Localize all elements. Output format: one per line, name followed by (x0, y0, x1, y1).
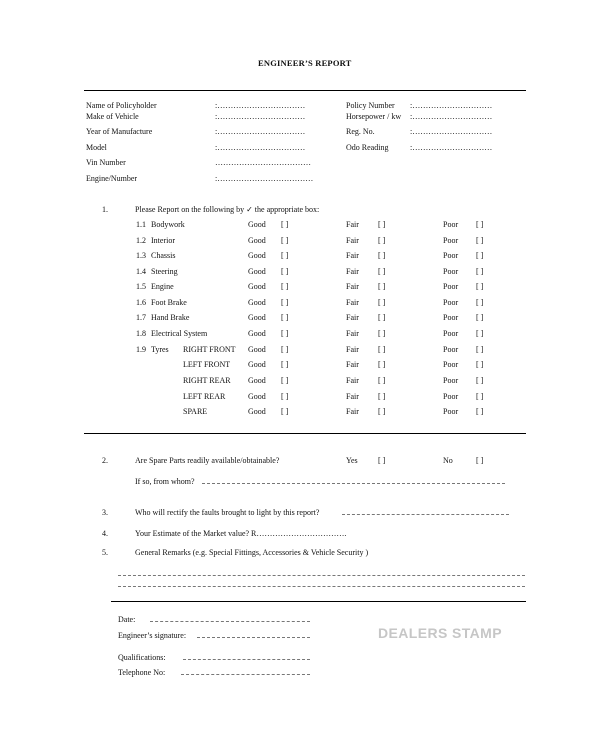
good-label: Good (248, 236, 266, 245)
poor-checkbox[interactable]: [ ] (476, 251, 484, 260)
qualifications-line[interactable] (183, 659, 310, 660)
q2-followup-line[interactable] (202, 483, 505, 484)
detail-field[interactable]: :………………………… (410, 143, 493, 152)
remarks-line-1[interactable] (118, 575, 525, 576)
good-checkbox[interactable]: [ ] (281, 220, 289, 229)
fair-label: Fair (346, 267, 359, 276)
detail-label: Reg. No. (346, 127, 375, 136)
row-number: 1.7 (136, 313, 146, 322)
poor-checkbox[interactable]: [ ] (476, 236, 484, 245)
good-checkbox[interactable]: [ ] (281, 376, 289, 385)
detail-label: Policy Number (346, 101, 395, 110)
poor-label: Poor (443, 329, 459, 338)
detail-label: Name of Policyholder (86, 101, 157, 110)
fair-label: Fair (346, 251, 359, 260)
good-checkbox[interactable]: [ ] (281, 329, 289, 338)
telephone-label: Telephone No: (118, 668, 166, 677)
good-checkbox[interactable]: [ ] (281, 360, 289, 369)
row-label: Engine (151, 282, 174, 291)
detail-field[interactable]: :…………………………… (215, 112, 306, 121)
q4-number: 4. (102, 529, 108, 538)
row-sublabel: LEFT FRONT (183, 360, 231, 369)
telephone-line[interactable] (181, 674, 310, 675)
poor-checkbox[interactable]: [ ] (476, 313, 484, 322)
fair-label: Fair (346, 360, 359, 369)
row-label: Hand Brake (151, 313, 190, 322)
detail-field[interactable]: :……………………………… (215, 174, 314, 183)
poor-label: Poor (443, 360, 459, 369)
good-checkbox[interactable]: [ ] (281, 392, 289, 401)
good-label: Good (248, 376, 266, 385)
qualifications-label: Qualifications: (118, 653, 166, 662)
q3-number: 3. (102, 508, 108, 517)
detail-field[interactable]: :………………………… (410, 101, 493, 110)
row-number: 1.6 (136, 298, 146, 307)
fair-label: Fair (346, 313, 359, 322)
good-label: Good (248, 267, 266, 276)
dealers-stamp-label: DEALERS STAMP (378, 625, 502, 641)
poor-label: Poor (443, 251, 459, 260)
poor-checkbox[interactable]: [ ] (476, 345, 484, 354)
poor-checkbox[interactable]: [ ] (476, 407, 484, 416)
q2-no-label: No (443, 456, 453, 465)
row-number: 1.3 (136, 251, 146, 260)
good-label: Good (248, 329, 266, 338)
q2-yes-checkbox[interactable]: [ ] (378, 456, 386, 465)
q2-followup-label: If so, from whom? (135, 477, 195, 486)
good-label: Good (248, 282, 266, 291)
signature-line[interactable] (197, 637, 310, 638)
divider-middle (84, 433, 526, 434)
row-sublabel: LEFT REAR (183, 392, 226, 401)
row-number: 1.5 (136, 282, 146, 291)
row-number: 1.4 (136, 267, 146, 276)
poor-label: Poor (443, 376, 459, 385)
good-label: Good (248, 220, 266, 229)
fair-checkbox[interactable]: [ ] (378, 236, 386, 245)
poor-label: Poor (443, 282, 459, 291)
fair-label: Fair (346, 329, 359, 338)
q2-number: 2. (102, 456, 108, 465)
poor-label: Poor (443, 407, 459, 416)
detail-label: Engine/Number (86, 174, 138, 183)
fair-checkbox[interactable]: [ ] (378, 298, 386, 307)
poor-checkbox[interactable]: [ ] (476, 267, 484, 276)
row-number: 1.9 (136, 345, 146, 354)
detail-field[interactable]: ……………………………… (215, 158, 311, 167)
poor-label: Poor (443, 392, 459, 401)
detail-field[interactable]: :………………………… (410, 112, 493, 121)
row-label: Electrical System (151, 329, 208, 338)
row-label: Interior (151, 236, 175, 245)
q3-answer-line[interactable] (342, 514, 509, 515)
section1-instruction: Please Report on the following by ✓ the appropriate box: (135, 205, 320, 214)
detail-label: Vin Number (86, 158, 126, 167)
fair-label: Fair (346, 220, 359, 229)
q5-text: General Remarks (e.g. Special Fittings, Accessories & Vehicle Security ) (135, 548, 369, 557)
row-label: Steering (151, 267, 178, 276)
divider-bottom (111, 601, 526, 602)
date-label: Date: (118, 615, 136, 624)
poor-label: Poor (443, 267, 459, 276)
poor-checkbox[interactable]: [ ] (476, 329, 484, 338)
good-checkbox[interactable]: [ ] (281, 298, 289, 307)
q2-text: Are Spare Parts readily available/obtainable? (135, 456, 280, 465)
fair-label: Fair (346, 376, 359, 385)
poor-checkbox[interactable]: [ ] (476, 392, 484, 401)
good-label: Good (248, 407, 266, 416)
fair-label: Fair (346, 236, 359, 245)
detail-label: Model (86, 143, 107, 152)
fair-checkbox[interactable]: [ ] (378, 251, 386, 260)
signature-label: Engineer’s signature: (118, 631, 187, 640)
fair-checkbox[interactable]: [ ] (378, 392, 386, 401)
row-number: 1.2 (136, 236, 146, 245)
poor-label: Poor (443, 298, 459, 307)
good-checkbox[interactable]: [ ] (281, 236, 289, 245)
fair-checkbox[interactable]: [ ] (378, 329, 386, 338)
good-label: Good (248, 345, 266, 354)
detail-field[interactable]: :…………………………… (215, 101, 306, 110)
poor-label: Poor (443, 313, 459, 322)
fair-label: Fair (346, 298, 359, 307)
fair-checkbox[interactable]: [ ] (378, 376, 386, 385)
row-number: 1.8 (136, 329, 146, 338)
q4-text: Your Estimate of the Market value? R……………………………. (135, 529, 347, 538)
poor-checkbox[interactable]: [ ] (476, 282, 484, 291)
q2-no-checkbox[interactable]: [ ] (476, 456, 484, 465)
fair-checkbox[interactable]: [ ] (378, 360, 386, 369)
fair-checkbox[interactable]: [ ] (378, 407, 386, 416)
remarks-line-2[interactable] (118, 586, 525, 587)
section1-number: 1. (102, 205, 108, 214)
good-label: Good (248, 360, 266, 369)
poor-checkbox[interactable]: [ ] (476, 220, 484, 229)
date-line[interactable] (150, 621, 310, 622)
row-label: Foot Brake (151, 298, 187, 307)
good-label: Good (248, 392, 266, 401)
poor-label: Poor (443, 220, 459, 229)
good-checkbox[interactable]: [ ] (281, 251, 289, 260)
fair-label: Fair (346, 345, 359, 354)
row-label: Bodywork (151, 220, 185, 229)
good-label: Good (248, 251, 266, 260)
row-sublabel: RIGHT REAR (183, 376, 231, 385)
detail-label: Horsepower / kw (346, 112, 402, 121)
fair-checkbox[interactable]: [ ] (378, 282, 386, 291)
fair-checkbox[interactable]: [ ] (378, 267, 386, 276)
detail-label: Odo Reading (346, 143, 389, 152)
poor-label: Poor (443, 345, 459, 354)
detail-field[interactable]: :………………………… (410, 127, 493, 136)
q5-number: 5. (102, 548, 108, 557)
fair-checkbox[interactable]: [ ] (378, 313, 386, 322)
detail-field[interactable]: :…………………………… (215, 143, 306, 152)
good-label: Good (248, 313, 266, 322)
q3-text: Who will rectify the faults brought to light by this report? (135, 508, 320, 517)
divider-top (84, 90, 526, 91)
detail-label: Make of Vehicle (86, 112, 139, 121)
fair-checkbox[interactable]: [ ] (378, 220, 386, 229)
poor-label: Poor (443, 236, 459, 245)
fair-label: Fair (346, 392, 359, 401)
detail-field[interactable]: :…………………………… (215, 127, 306, 136)
good-label: Good (248, 298, 266, 307)
row-sublabel: RIGHT FRONT (183, 345, 236, 354)
q2-yes-label: Yes (346, 456, 358, 465)
row-sublabel: SPARE (183, 407, 208, 416)
row-label: Tyres (151, 345, 169, 354)
good-checkbox[interactable]: [ ] (281, 282, 289, 291)
good-checkbox[interactable]: [ ] (281, 407, 289, 416)
poor-checkbox[interactable]: [ ] (476, 360, 484, 369)
poor-checkbox[interactable]: [ ] (476, 298, 484, 307)
fair-checkbox[interactable]: [ ] (378, 345, 386, 354)
report-title: ENGINEER’S REPORT (258, 58, 352, 68)
fair-label: Fair (346, 282, 359, 291)
row-number: 1.1 (136, 220, 146, 229)
good-checkbox[interactable]: [ ] (281, 345, 289, 354)
row-label: Chassis (151, 251, 176, 260)
good-checkbox[interactable]: [ ] (281, 313, 289, 322)
fair-label: Fair (346, 407, 359, 416)
good-checkbox[interactable]: [ ] (281, 267, 289, 276)
poor-checkbox[interactable]: [ ] (476, 376, 484, 385)
detail-label: Year of Manufacture (86, 127, 153, 136)
